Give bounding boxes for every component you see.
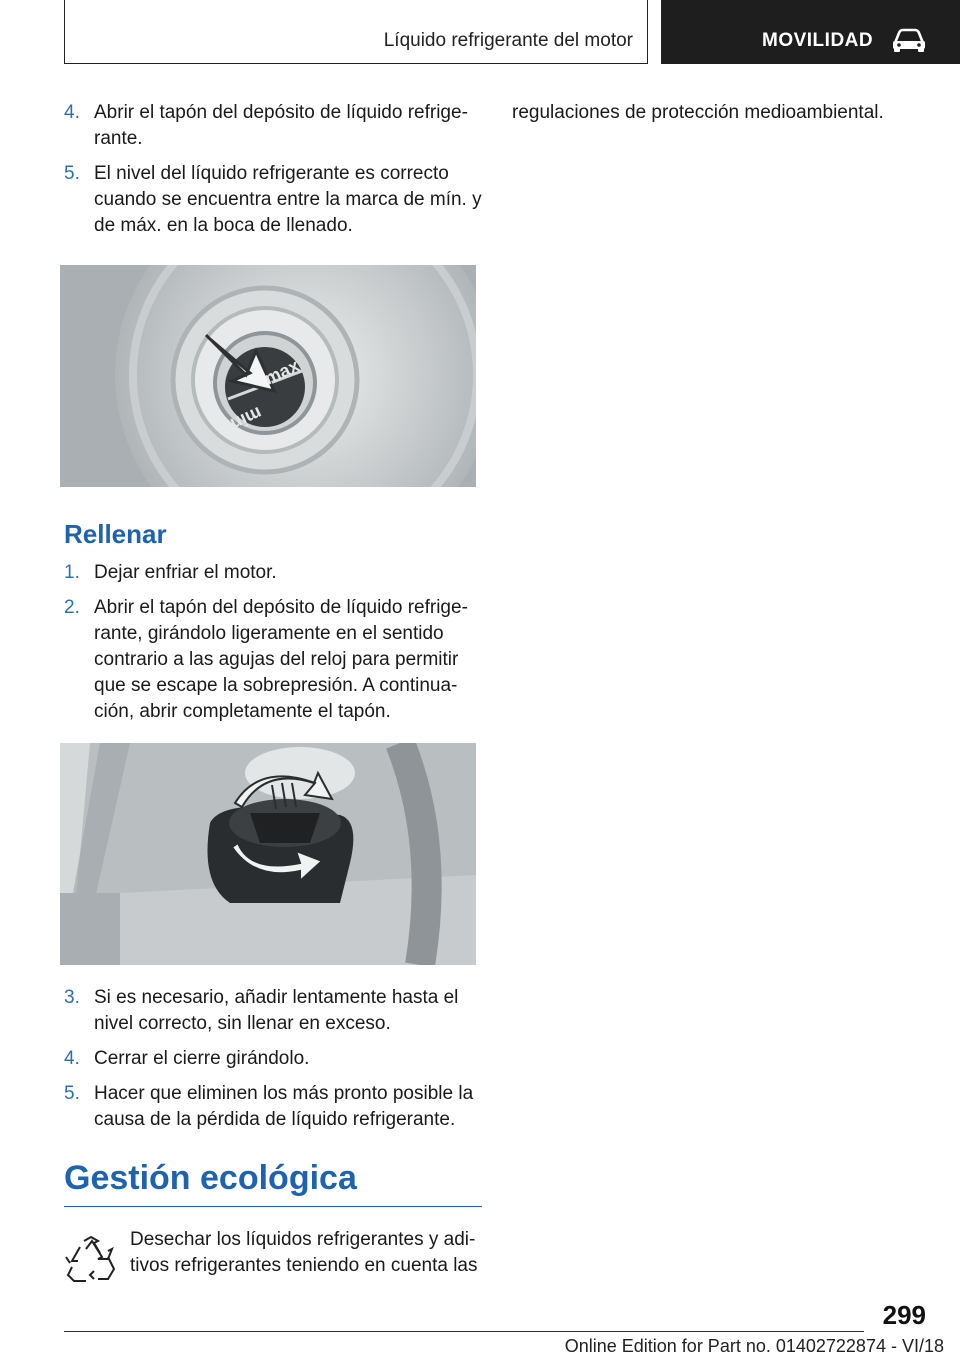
step-number: 3. xyxy=(64,987,80,1008)
step-item xyxy=(64,161,482,239)
refill-heading: Rellenar xyxy=(64,519,167,549)
eco-note-text: Desechar los líquidos refrigerantes y adi-tivos refrigerantes teniendo en cuenta las xyxy=(130,1229,478,1276)
step-text: Dejar enfriar el motor. xyxy=(94,562,277,583)
max-mark-label: max xyxy=(261,355,303,389)
step-item xyxy=(64,100,482,152)
step-number: 5. xyxy=(64,163,80,184)
car-icon xyxy=(891,27,927,53)
step-number: 4. xyxy=(64,1048,80,1069)
min-mark-label: min xyxy=(227,402,266,435)
header-title: Líquido refrigerante del motor xyxy=(383,30,633,51)
step-text: Hacer que eliminen los más pronto posible la causa de la pérdida de líquido refrigerante. xyxy=(94,1083,474,1130)
right-column xyxy=(512,100,902,126)
page-number: 299 xyxy=(882,1300,926,1330)
footer-edition: Online Edition for Part no. 01402722874 - VI/18 xyxy=(564,1336,944,1356)
step-item xyxy=(64,985,482,1037)
coolant-cap-figure xyxy=(60,743,476,965)
continued-text: regulaciones de protección medioambiental. xyxy=(512,102,884,123)
footer-divider xyxy=(64,1331,864,1332)
step-item xyxy=(64,1046,482,1072)
section-tab xyxy=(661,0,960,64)
step-number: 4. xyxy=(64,102,80,123)
header-box xyxy=(64,0,648,64)
step-text: Abrir el tapón del depósito de líquido refrige-rante, girándolo ligeramente en el sentido contrario a las agujas del reloj para permitir que se escape la sobrepresión. A continua-ción, abrir completamente el tapón. xyxy=(94,597,468,722)
recycle-icon xyxy=(64,1235,118,1285)
eco-note xyxy=(64,1227,482,1279)
step-text: Abrir el tapón del depósito de líquido refrige-rante. xyxy=(94,102,468,149)
eco-heading: Gestión ecológica xyxy=(64,1159,357,1197)
coolant-level-figure xyxy=(60,265,476,487)
step-item xyxy=(64,595,482,725)
step-number: 5. xyxy=(64,1083,80,1104)
step-number: 2. xyxy=(64,597,80,618)
step-text: Si es necesario, añadir lentamente hasta el nivel correcto, sin llenar en exceso. xyxy=(94,987,459,1034)
step-text: El nivel del líquido refrigerante es correcto cuando se encuentra entre la marca de mín. y de máx. en la boca de llenado. xyxy=(94,163,482,236)
step-item xyxy=(64,1081,482,1133)
section-tab-label: MOVILIDAD xyxy=(762,30,874,51)
section-divider xyxy=(64,1206,482,1207)
left-column xyxy=(64,100,482,1279)
step-number: 1. xyxy=(64,562,80,583)
step-item xyxy=(64,560,482,586)
step-text: Cerrar el cierre girándolo. xyxy=(94,1048,310,1069)
